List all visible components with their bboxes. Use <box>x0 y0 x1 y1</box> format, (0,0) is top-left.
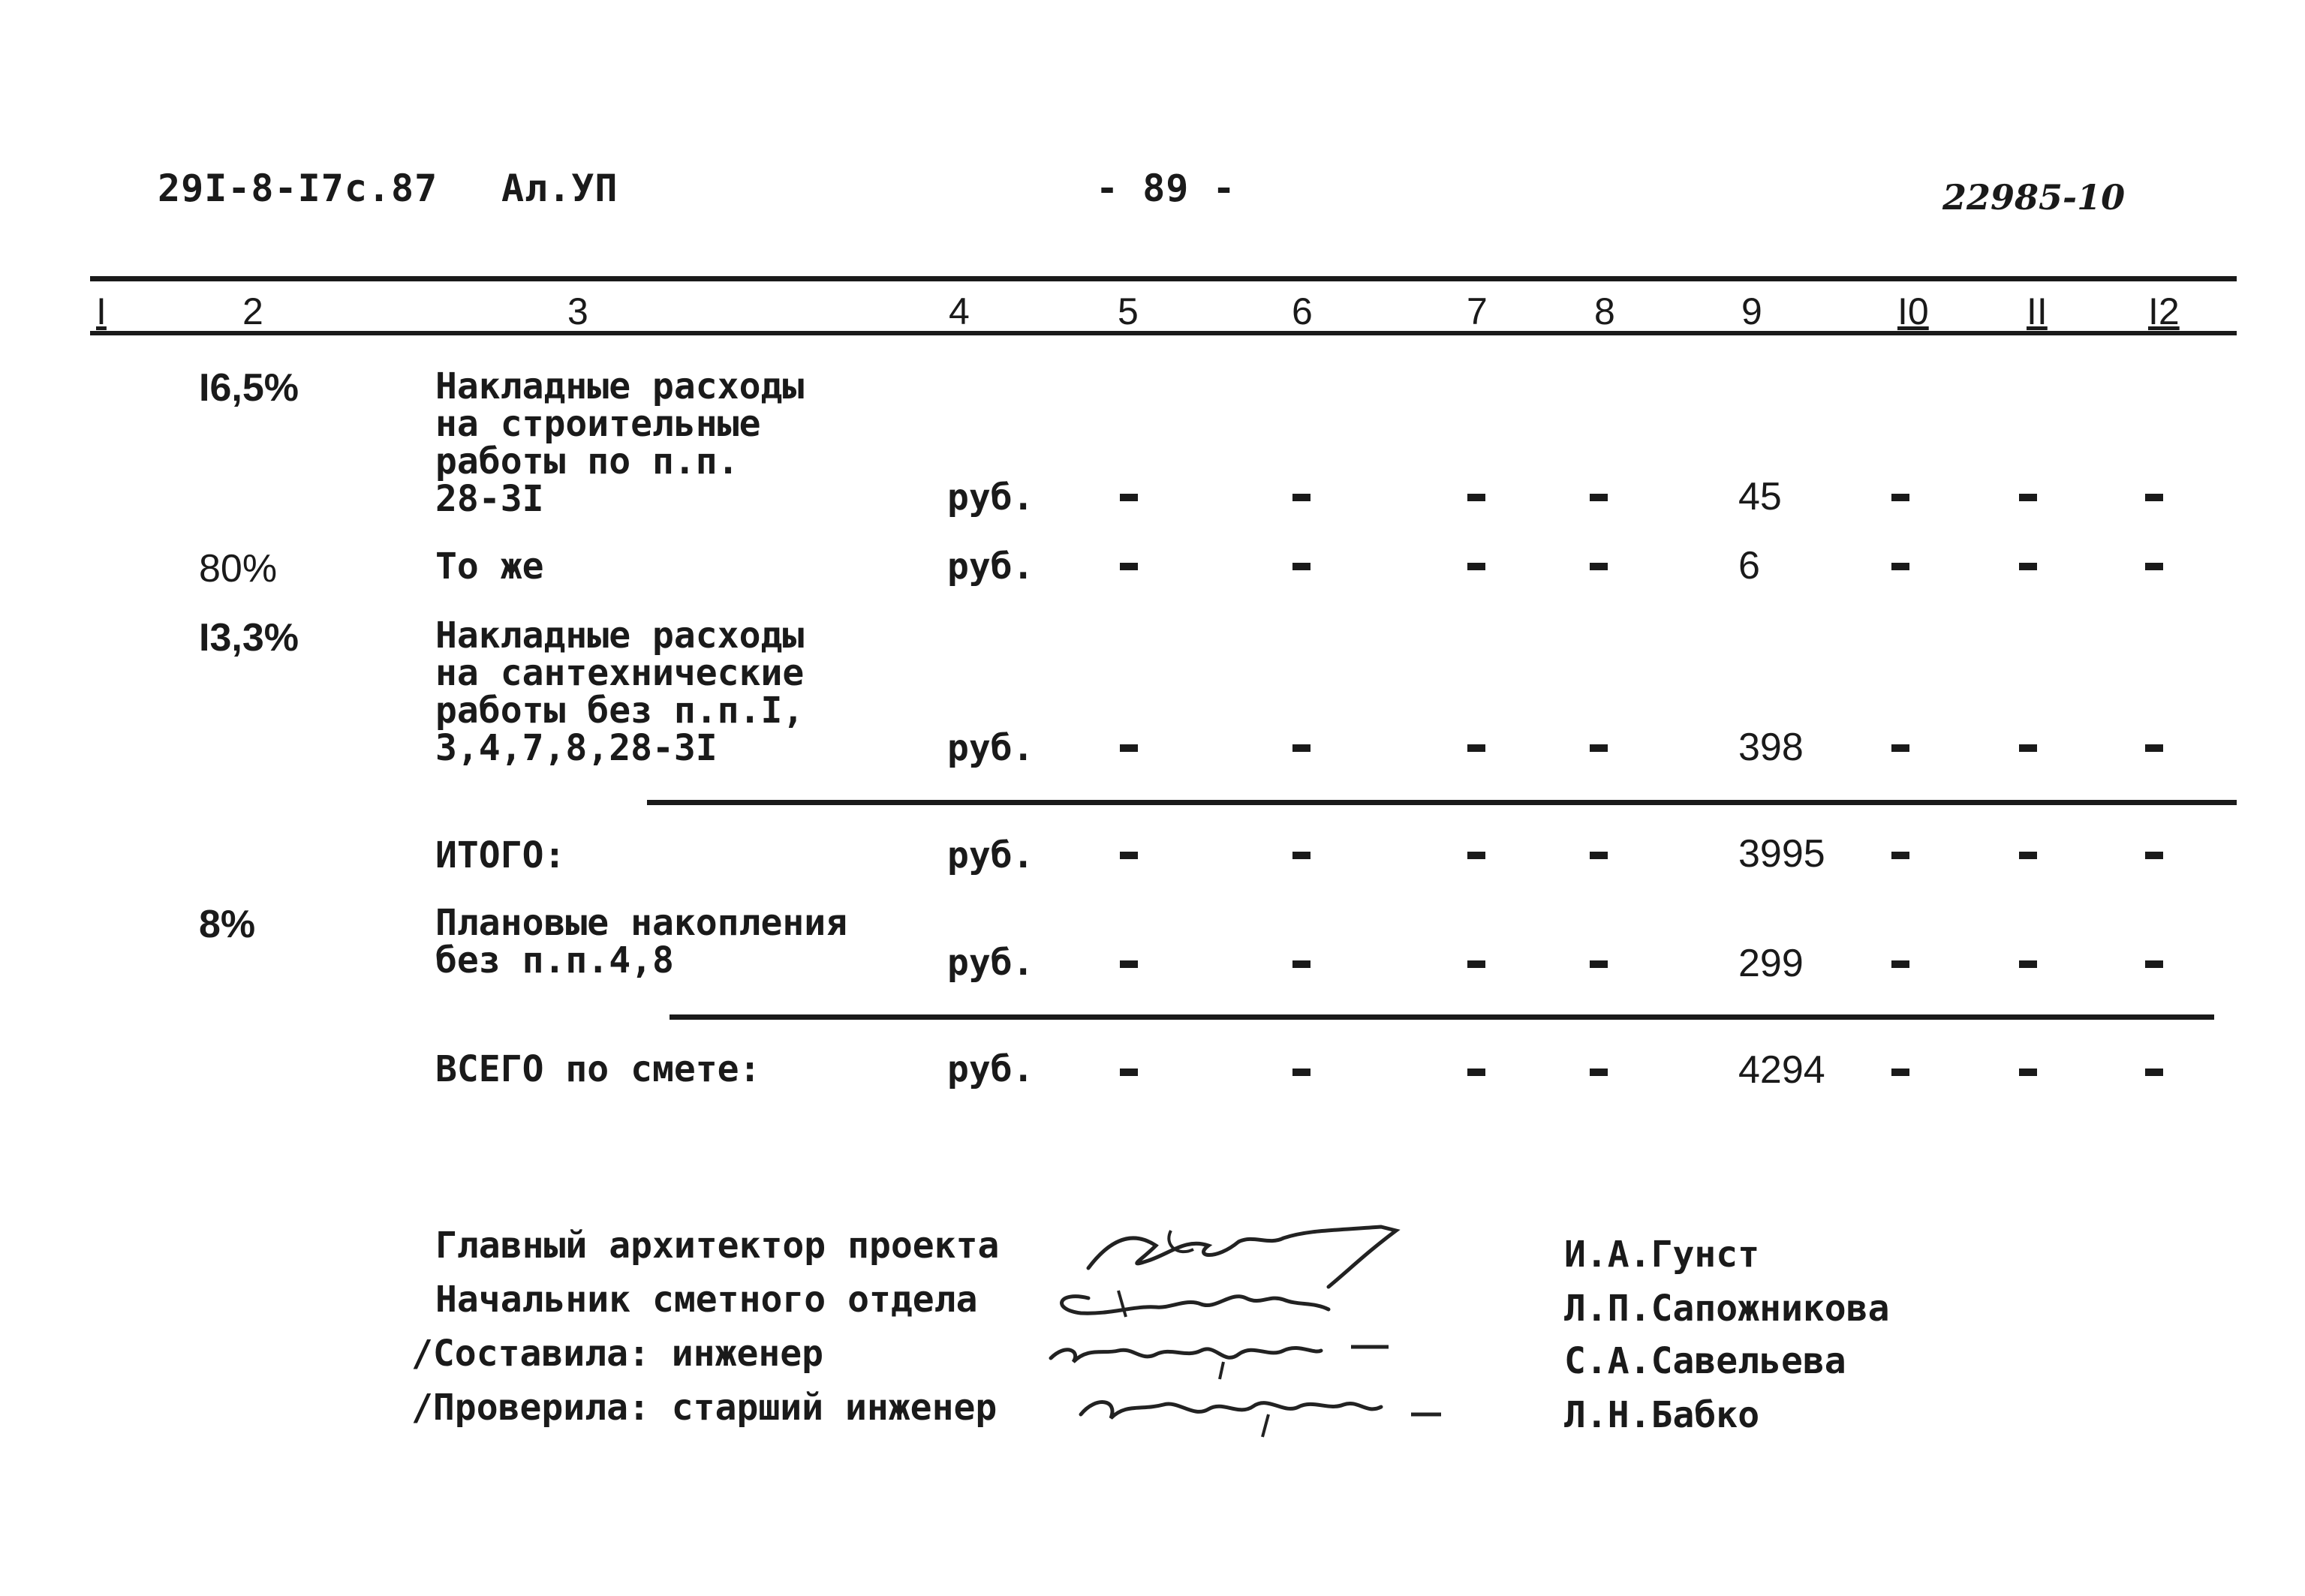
dash-cell <box>1467 744 1485 752</box>
page-number: - 89 - <box>1096 167 1236 210</box>
dash-cell <box>2019 1069 2037 1076</box>
dash-cell <box>1120 744 1138 752</box>
description-line: 3,4,7,8,28-3I <box>435 727 718 769</box>
dash-cell <box>2145 563 2163 570</box>
handwritten-signature <box>1036 1321 1396 1381</box>
column-number: 2 <box>242 290 263 332</box>
amount-cell: 3995 <box>1738 832 1825 876</box>
dash-cell <box>1292 494 1310 501</box>
column-number: 7 <box>1467 290 1488 332</box>
dash-cell <box>1292 744 1310 752</box>
description-line: на сантехнические <box>435 652 805 694</box>
signer-name: Л.П.Сапожникова <box>1564 1288 1890 1330</box>
rate-cell: 80% <box>199 547 278 591</box>
unit-cell: руб. <box>947 1048 1034 1090</box>
description-line: Накладные расходы <box>435 615 805 657</box>
dash-cell <box>1891 494 1909 501</box>
dash-cell <box>2019 744 2037 752</box>
description-line: работы по п.п. <box>435 440 739 482</box>
amount-cell: 398 <box>1738 726 1804 769</box>
description-line: Плановые накопления <box>435 902 848 944</box>
unit-cell: руб. <box>947 834 1034 876</box>
handwritten-signature <box>1066 1373 1456 1441</box>
column-number: I0 <box>1897 290 1929 332</box>
document-code: 29I-8-I7c.87 <box>158 167 438 210</box>
amount-cell: 6 <box>1738 544 1760 588</box>
dash-cell <box>2019 852 2037 859</box>
unit-cell: руб. <box>947 727 1034 769</box>
signer-role: Главный архитектор проекта <box>435 1225 1000 1267</box>
dash-cell <box>1292 1069 1310 1076</box>
amount-cell: 45 <box>1738 475 1782 518</box>
dash-cell <box>1590 960 1608 968</box>
signer-role: Начальник сметного отдела <box>435 1279 978 1321</box>
rate-cell: I6,5% <box>199 366 299 410</box>
column-number: 5 <box>1118 290 1139 332</box>
unit-cell: руб. <box>947 476 1034 518</box>
dash-cell <box>1120 494 1138 501</box>
dash-cell <box>1120 960 1138 968</box>
dash-cell <box>1292 960 1310 968</box>
dash-cell <box>1590 852 1608 859</box>
dash-cell <box>1891 563 1909 570</box>
description-line: без п.п.4,8 <box>435 939 674 981</box>
unit-cell: руб. <box>947 942 1034 984</box>
column-number: 9 <box>1741 290 1762 332</box>
column-number: II <box>2027 290 2048 332</box>
signer-name: С.А.Савельева <box>1564 1340 1846 1382</box>
signer-role: /Составила: инженер <box>411 1333 824 1375</box>
dash-cell <box>1891 1069 1909 1076</box>
dash-cell <box>1590 744 1608 752</box>
description-line: То же <box>435 546 544 588</box>
inventory-number: 22985-10 <box>1942 177 2126 218</box>
dash-cell <box>2145 852 2163 859</box>
column-number: 3 <box>567 290 588 332</box>
signer-name: Л.Н.Бабко <box>1564 1394 1760 1436</box>
column-number: I2 <box>2148 290 2180 332</box>
dash-cell <box>1590 1069 1608 1076</box>
dash-cell <box>1467 563 1485 570</box>
description-line: ВСЕГО по смете: <box>435 1048 761 1090</box>
dash-cell <box>2145 1069 2163 1076</box>
amount-cell: 4294 <box>1738 1048 1825 1092</box>
dash-cell <box>2145 744 2163 752</box>
dash-cell <box>2019 494 2037 501</box>
dash-cell <box>1891 744 1909 752</box>
dash-cell <box>1120 1069 1138 1076</box>
album-number: Ал.УП <box>501 167 618 210</box>
dash-cell <box>1590 563 1608 570</box>
signer-name: И.А.Гунст <box>1564 1234 1760 1276</box>
column-number: 4 <box>949 290 970 332</box>
dash-cell <box>1467 494 1485 501</box>
dash-cell <box>1467 852 1485 859</box>
table-top-rule <box>90 276 2237 281</box>
dash-cell <box>1120 563 1138 570</box>
dash-cell <box>2019 960 2037 968</box>
amount-cell: 299 <box>1738 942 1804 985</box>
column-number: 8 <box>1594 290 1615 332</box>
total-rule <box>670 1014 2214 1020</box>
description-line: Накладные расходы <box>435 365 805 407</box>
dash-cell <box>2145 960 2163 968</box>
dash-cell <box>1891 852 1909 859</box>
dash-cell <box>1120 852 1138 859</box>
column-number: 6 <box>1292 290 1313 332</box>
dash-cell <box>2145 494 2163 501</box>
subtotal-rule <box>647 800 2237 805</box>
dash-cell <box>1467 960 1485 968</box>
dash-cell <box>1891 960 1909 968</box>
signer-role: /Проверила: старший инженер <box>411 1387 998 1429</box>
dash-cell <box>1292 852 1310 859</box>
description-line: 28-3I <box>435 478 544 520</box>
rate-cell: 8% <box>199 903 256 946</box>
dash-cell <box>1292 563 1310 570</box>
column-number: I <box>96 290 107 332</box>
dash-cell <box>1590 494 1608 501</box>
description-line: работы без п.п.I, <box>435 690 805 732</box>
description-line: ИТОГО: <box>435 834 566 876</box>
dash-cell <box>1467 1069 1485 1076</box>
rate-cell: I3,3% <box>199 616 299 660</box>
description-line: на строительные <box>435 403 761 445</box>
unit-cell: руб. <box>947 546 1034 588</box>
dash-cell <box>2019 563 2037 570</box>
